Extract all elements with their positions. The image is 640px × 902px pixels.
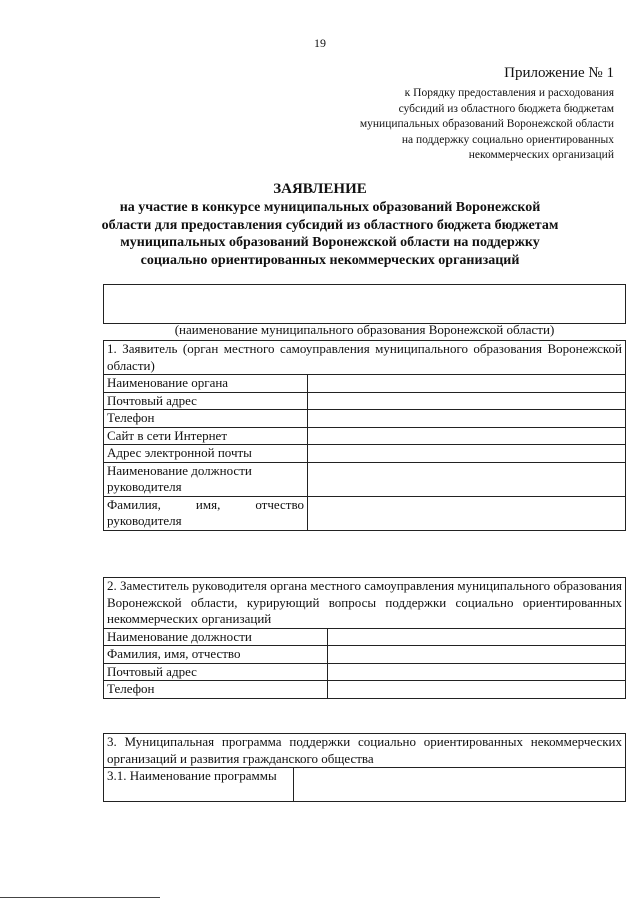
applicant-table — [103, 340, 626, 531]
row-label: Телефон — [104, 410, 308, 428]
subtitle-line: социально ориентированных некоммерческих организаций — [140, 252, 520, 268]
applicant-header: 1. Заявитель (орган местного самоуправления муниципального образования Воронежской области) — [104, 341, 626, 375]
row-label: Почтовый адрес — [104, 663, 328, 681]
appendix-line: на поддержку социально ориентированных — [401, 133, 614, 146]
agency-name-field[interactable] — [308, 375, 626, 393]
deputy-full-name-field[interactable] — [328, 646, 626, 664]
appendix-line: к Порядку предоставления и расходования — [404, 87, 614, 99]
row-label: Фамилия, имя, отчество — [104, 646, 328, 664]
row-label: Сайт в сети Интернет — [104, 427, 308, 445]
program-name-field[interactable] — [294, 768, 626, 802]
municipality-name-caption: (наименование муниципального образования Воронежской области) — [174, 322, 555, 337]
row-label: Фамилия, имя, отчество руководителя — [104, 496, 308, 530]
head-position-field[interactable] — [308, 462, 626, 496]
appendix-line: некоммерческих организаций — [468, 149, 614, 161]
deputy-header: 2. Заместитель руководителя органа местного самоуправления муниципального образования Воронежской области, курирующий вопросы поддержки социально ориентированных некоммерческих организаций — [104, 578, 626, 629]
municipality-name-field[interactable] — [103, 284, 626, 324]
row-label: Наименование должности руководителя — [104, 462, 308, 496]
appendix-line: муниципальных образований Воронежской области — [359, 118, 614, 130]
postal-address-field[interactable] — [308, 392, 626, 410]
subtitle-line: на участие в конкурсе муниципальных образований Воронежской — [119, 200, 541, 215]
appendix-line: субсидий из областного бюджета бюджетам — [398, 102, 614, 115]
row-label: Адрес электронной почты — [104, 445, 308, 463]
program-table — [103, 733, 626, 802]
appendix-title: Приложение № 1 — [504, 65, 614, 81]
email-field[interactable] — [308, 445, 626, 463]
footnote-divider — [0, 897, 160, 898]
subtitle-line: области для предоставления субсидий из областного бюджета бюджетам — [101, 217, 559, 233]
deputy-postal-address-field[interactable] — [328, 663, 626, 681]
subtitle-line: муниципальных образований Воронежской области на поддержку — [120, 235, 540, 250]
row-label: Телефон — [104, 681, 328, 699]
head-full-name-field[interactable] — [308, 496, 626, 530]
deputy-table — [103, 577, 626, 699]
row-label: 3.1. Наименование программы — [104, 768, 294, 802]
appendix-reference — [254, 86, 614, 164]
row-label: Почтовый адрес — [104, 392, 308, 410]
document-subtitle — [60, 199, 600, 269]
deputy-phone-field[interactable] — [328, 681, 626, 699]
row-label: Наименование органа — [104, 375, 308, 393]
program-header: 3. Муниципальная программа поддержки социально ориентированных некоммерческих организаций и развития гражданского общества — [104, 734, 626, 768]
document-title: ЗАЯВЛЕНИЕ — [273, 181, 367, 197]
page-number: 19 — [314, 36, 326, 50]
row-label: Наименование должности — [104, 628, 328, 646]
phone-field[interactable] — [308, 410, 626, 428]
website-field[interactable] — [308, 427, 626, 445]
deputy-position-field[interactable] — [328, 628, 626, 646]
